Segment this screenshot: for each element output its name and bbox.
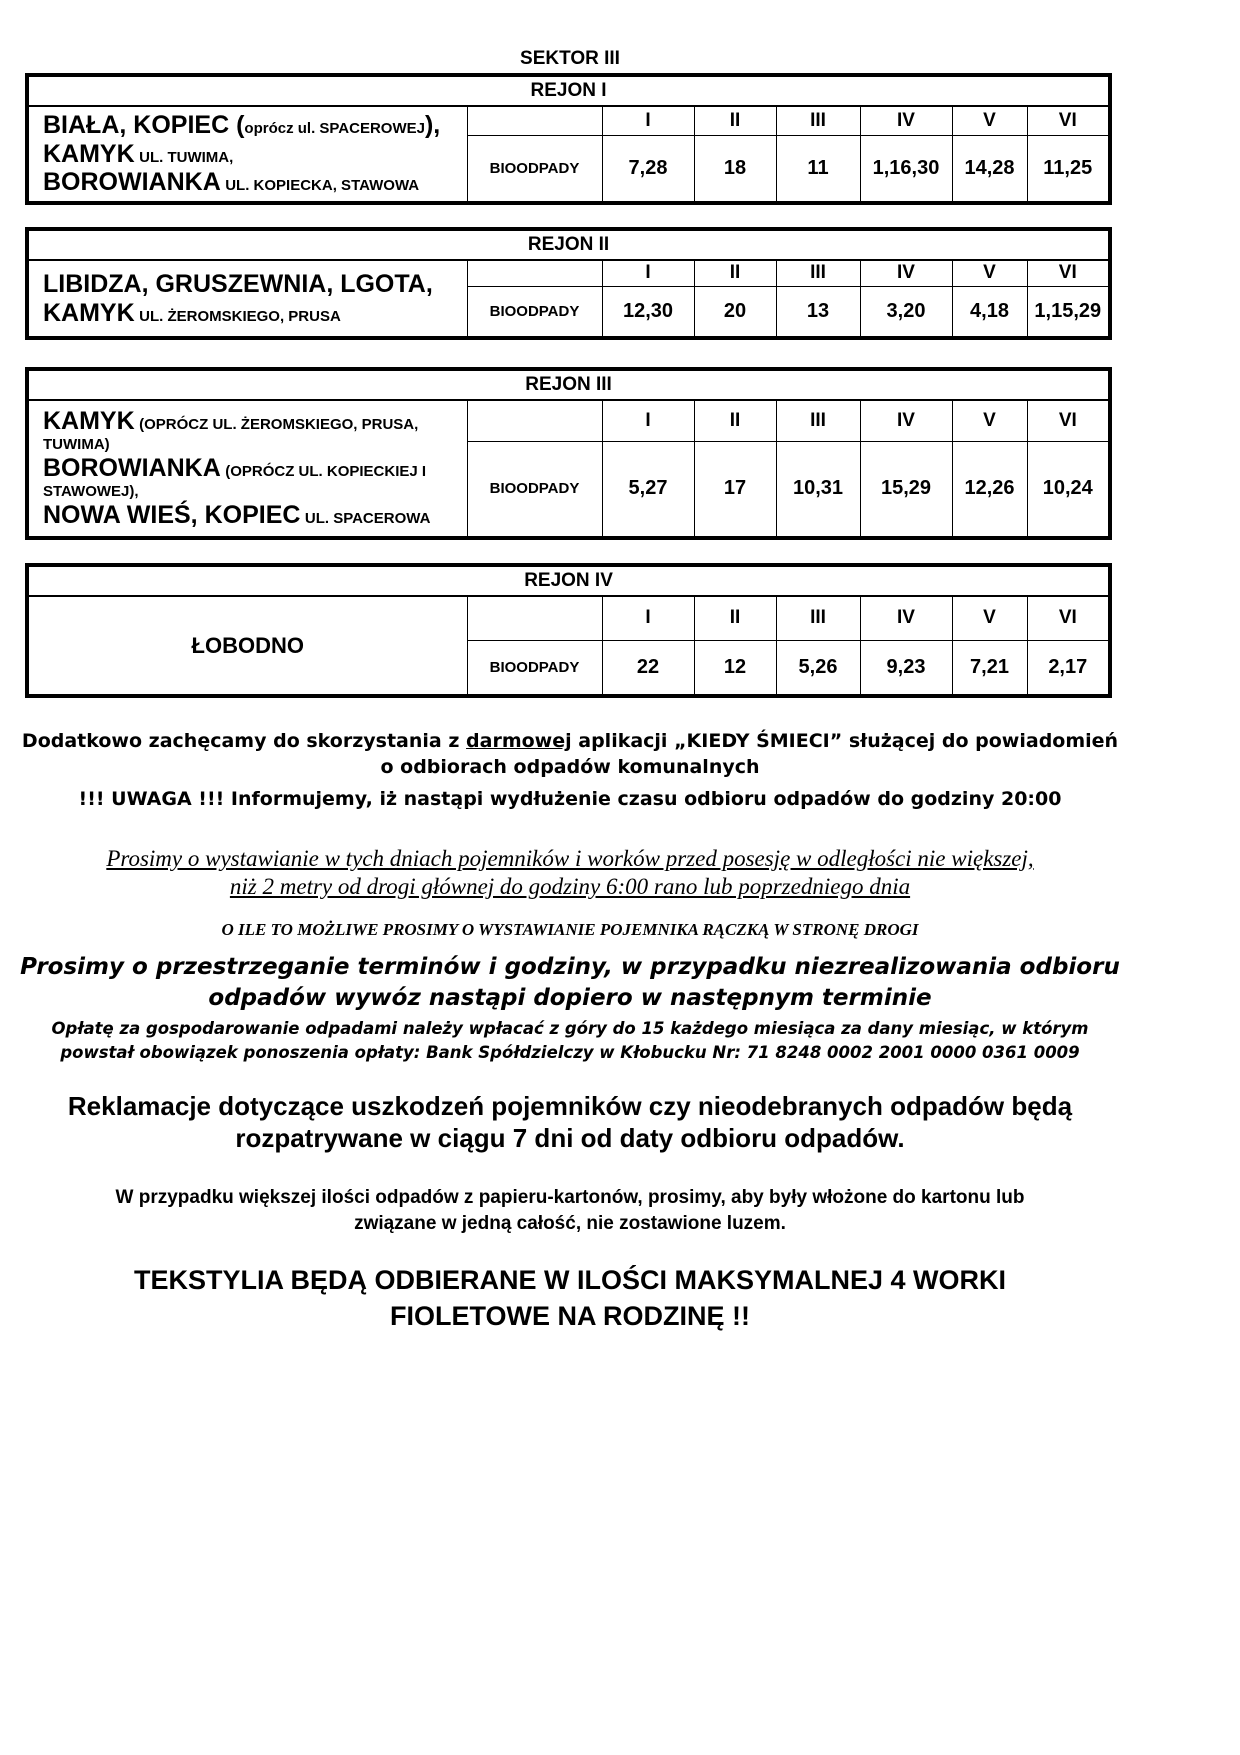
month-header: VI xyxy=(1027,400,1110,441)
region-title: REJON I xyxy=(27,75,1110,106)
date-cell: 20 xyxy=(694,286,776,338)
date-cell: 17 xyxy=(694,441,776,538)
warning-notice: !!! UWAGA !!! Informujemy, iż nastąpi wydłużenie czasu odbioru odpadów do godziny 20:00 xyxy=(78,788,1062,810)
empty-cell xyxy=(467,260,602,286)
month-header: III xyxy=(776,596,860,640)
date-cell: 12 xyxy=(694,640,776,696)
region-area: KAMYK (OPRÓCZ UL. ŻEROMSKIEGO, PRUSA, TUWIMA) BOROWIANKA (OPRÓCZ UL. KOPIECKIEJ I STAWOWEJ), NOWA WIEŚ, KOPIEC UL. SPACEROWA xyxy=(27,400,467,538)
month-header: III xyxy=(776,260,860,286)
month-header: VI xyxy=(1027,260,1110,286)
date-cell: 22 xyxy=(602,640,694,696)
date-cell: 7,28 xyxy=(602,135,694,203)
region-table-2 xyxy=(25,227,1112,340)
date-cell: 9,23 xyxy=(860,640,952,696)
date-cell: 12,26 xyxy=(952,441,1027,538)
region-area: BIAŁA, KOPIEC (oprócz ul. SPACEROWEJ), KAMYK UL. TUWIMA, BOROWIANKA UL. KOPIECKA, STAWOWA xyxy=(27,106,467,203)
month-header: IV xyxy=(860,596,952,640)
app-notice: Dodatkowo zachęcamy do skorzystania z darmowej aplikacji „KIEDY ŚMIECI” służącej do powiadomień o odbiorach odpadów komunalnych xyxy=(21,730,1119,778)
month-header: I xyxy=(602,400,694,441)
month-header: I xyxy=(602,596,694,640)
free-emphasis: darmowej xyxy=(466,730,572,752)
month-header: V xyxy=(952,260,1027,286)
paper-notice: W przypadku większej ilości odpadów z papieru-kartonów, prosimy, aby były włożone do kartonu lub związane w jedną całość, nie zostawione luzem. xyxy=(115,1187,1025,1234)
month-header: III xyxy=(776,400,860,441)
date-cell: 7,21 xyxy=(952,640,1027,696)
sector-title: SEKTOR III xyxy=(520,48,620,69)
region-title: REJON IV xyxy=(27,565,1110,596)
region-table-3 xyxy=(25,367,1112,540)
date-cell: 1,16,30 xyxy=(860,135,952,203)
textiles-notice: TEKSTYLIA BĘDĄ ODBIERANE W ILOŚCI MAKSYMALNEJ 4 WORKI FIOLETOWE NA RODZINĘ !! xyxy=(133,1265,1007,1331)
bio-label: BIOODPADY xyxy=(467,640,602,696)
date-cell: 13 xyxy=(776,286,860,338)
terms-notice: Prosimy o przestrzeganie terminów i godziny, w przypadku niezrealizowania odbioru odpadów wywóz nastąpi dopiero w następnym terminie xyxy=(20,954,1120,1011)
month-header: V xyxy=(952,596,1027,640)
fee-notice: Opłatę za gospodarowanie odpadami należy wpłacać z góry do 15 każdego miesiąca za dany miesiąc, w którym powstał obowiązek ponoszenia opłaty: Bank Spółdzielczy w Kłobucku Nr: 71 8248 0002 2001 0000 0361 0009 xyxy=(51,1019,1089,1062)
region-title: REJON II xyxy=(27,229,1110,260)
month-header: III xyxy=(776,106,860,135)
month-header: I xyxy=(602,260,694,286)
date-cell: 12,30 xyxy=(602,286,694,338)
empty-cell xyxy=(467,596,602,640)
region-title: REJON III xyxy=(27,369,1110,400)
region-table-1 xyxy=(25,73,1112,205)
date-cell: 2,17 xyxy=(1027,640,1110,696)
complaints-notice: Reklamacje dotyczące uszkodzeń pojemników czy nieodebranych odpadów będą rozpatrywane w ciągu 7 dni od daty odbioru odpadów. xyxy=(67,1091,1073,1153)
date-cell: 3,20 xyxy=(860,286,952,338)
region-table-4 xyxy=(25,563,1112,698)
date-cell: 10,24 xyxy=(1027,441,1110,538)
month-header: VI xyxy=(1027,106,1110,135)
month-header: IV xyxy=(860,260,952,286)
bio-label: BIOODPADY xyxy=(467,135,602,203)
date-cell: 11,25 xyxy=(1027,135,1110,203)
handle-notice: O ILE TO MOŻLIWE PROSIMY O WYSTAWIANIE POJEMNIKA RĄCZKĄ W STRONĘ DROGI xyxy=(221,920,919,939)
month-header: II xyxy=(694,400,776,441)
month-header: V xyxy=(952,106,1027,135)
month-header: IV xyxy=(860,400,952,441)
bio-label: BIOODPADY xyxy=(467,441,602,538)
date-cell: 1,15,29 xyxy=(1027,286,1110,338)
date-cell: 5,26 xyxy=(776,640,860,696)
empty-cell xyxy=(467,400,602,441)
empty-cell xyxy=(467,106,602,135)
month-header: I xyxy=(602,106,694,135)
date-cell: 11 xyxy=(776,135,860,203)
region-area: ŁOBODNO xyxy=(27,596,467,696)
month-header: II xyxy=(694,260,776,286)
month-header: V xyxy=(952,400,1027,441)
date-cell: 10,31 xyxy=(776,441,860,538)
month-header: VI xyxy=(1027,596,1110,640)
date-cell: 4,18 xyxy=(952,286,1027,338)
bins-notice: Prosimy o wystawianie w tych dniach pojemników i worków przed posesję w odległości nie większej, niż 2 metry od drogi głównej do godziny 6:00 rano lub poprzedniego dnia xyxy=(106,846,1034,899)
date-cell: 14,28 xyxy=(952,135,1027,203)
date-cell: 18 xyxy=(694,135,776,203)
month-header: II xyxy=(694,596,776,640)
bio-label: BIOODPADY xyxy=(467,286,602,338)
region-area: LIBIDZA, GRUSZEWNIA, LGOTA, KAMYK UL. ŻEROMSKIEGO, PRUSA xyxy=(27,260,467,338)
month-header: II xyxy=(694,106,776,135)
month-header: IV xyxy=(860,106,952,135)
date-cell: 5,27 xyxy=(602,441,694,538)
date-cell: 15,29 xyxy=(860,441,952,538)
